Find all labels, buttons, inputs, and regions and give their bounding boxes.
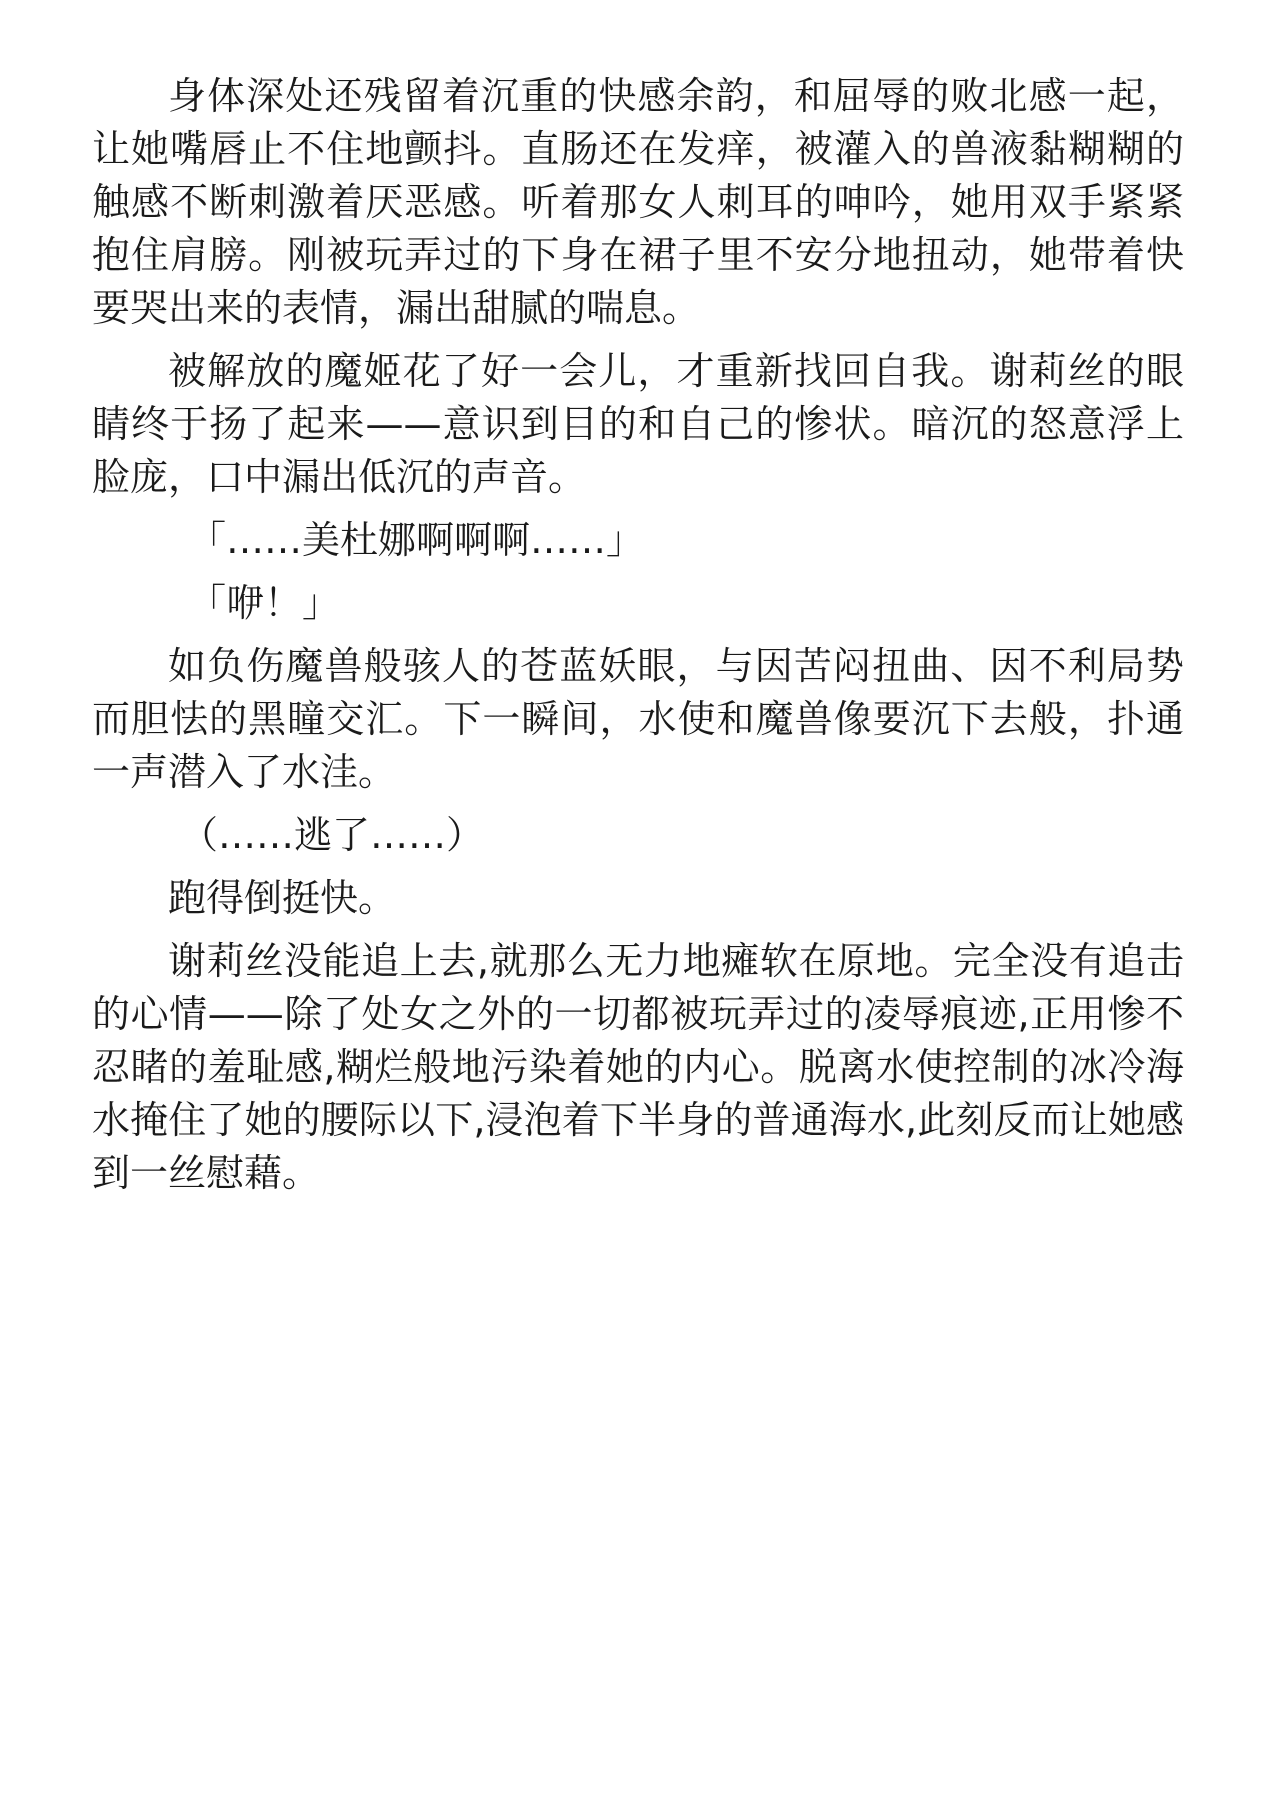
paragraph: 跑得倒挺快。 (168, 876, 397, 920)
thought-line: （……逃了……） (180, 813, 485, 857)
paragraph: 如负伤魔兽般骇人的苍蓝妖眼，与因苦闷扭曲、因不利局势而胆怯的黑瞳交汇。下一瞬间，水使和魔兽像要沉下去般，扑通一声潜入了水洼。 (92, 644, 1184, 794)
paragraph: 被解放的魔姬花了好一会儿，才重新找回自我。谢莉丝的眼睛终于扬了起来——意识到目的和自己的惨状。暗沉的怒意浮上脸庞，口中漏出低沉的声音。 (92, 349, 1184, 499)
body-text (92, 70, 1184, 1210)
dialogue-line: 「咿！」 (188, 581, 341, 625)
paragraph: 谢莉丝没能追上去,就那么无力地瘫软在原地。完全没有追击的心情——除了处女之外的一切都被玩弄过的凌辱痕迹,正用惨不忍睹的羞耻感,糊烂般地污染着她的内心。脱离水使控制的冰冷海水掩住了她的腰际以下,浸泡着下半身的普通海水,此刻反而让她感到一丝慰藉。 (92, 939, 1184, 1195)
dialogue-line: 「……美杜娜啊啊啊……」 (188, 518, 645, 562)
paragraph: 身体深处还残留着沉重的快感余韵，和屈辱的败北感一起，让她嘴唇止不住地颤抖。直肠还在发痒，被灌入的兽液黏糊糊的触感不断刺激着厌恶感。听着那女人刺耳的呻吟，她用双手紧紧抱住肩膀。刚被玩弄过的下身在裙子里不安分地扭动，她带着快要哭出来的表情，漏出甜腻的喘息。 (92, 74, 1184, 330)
